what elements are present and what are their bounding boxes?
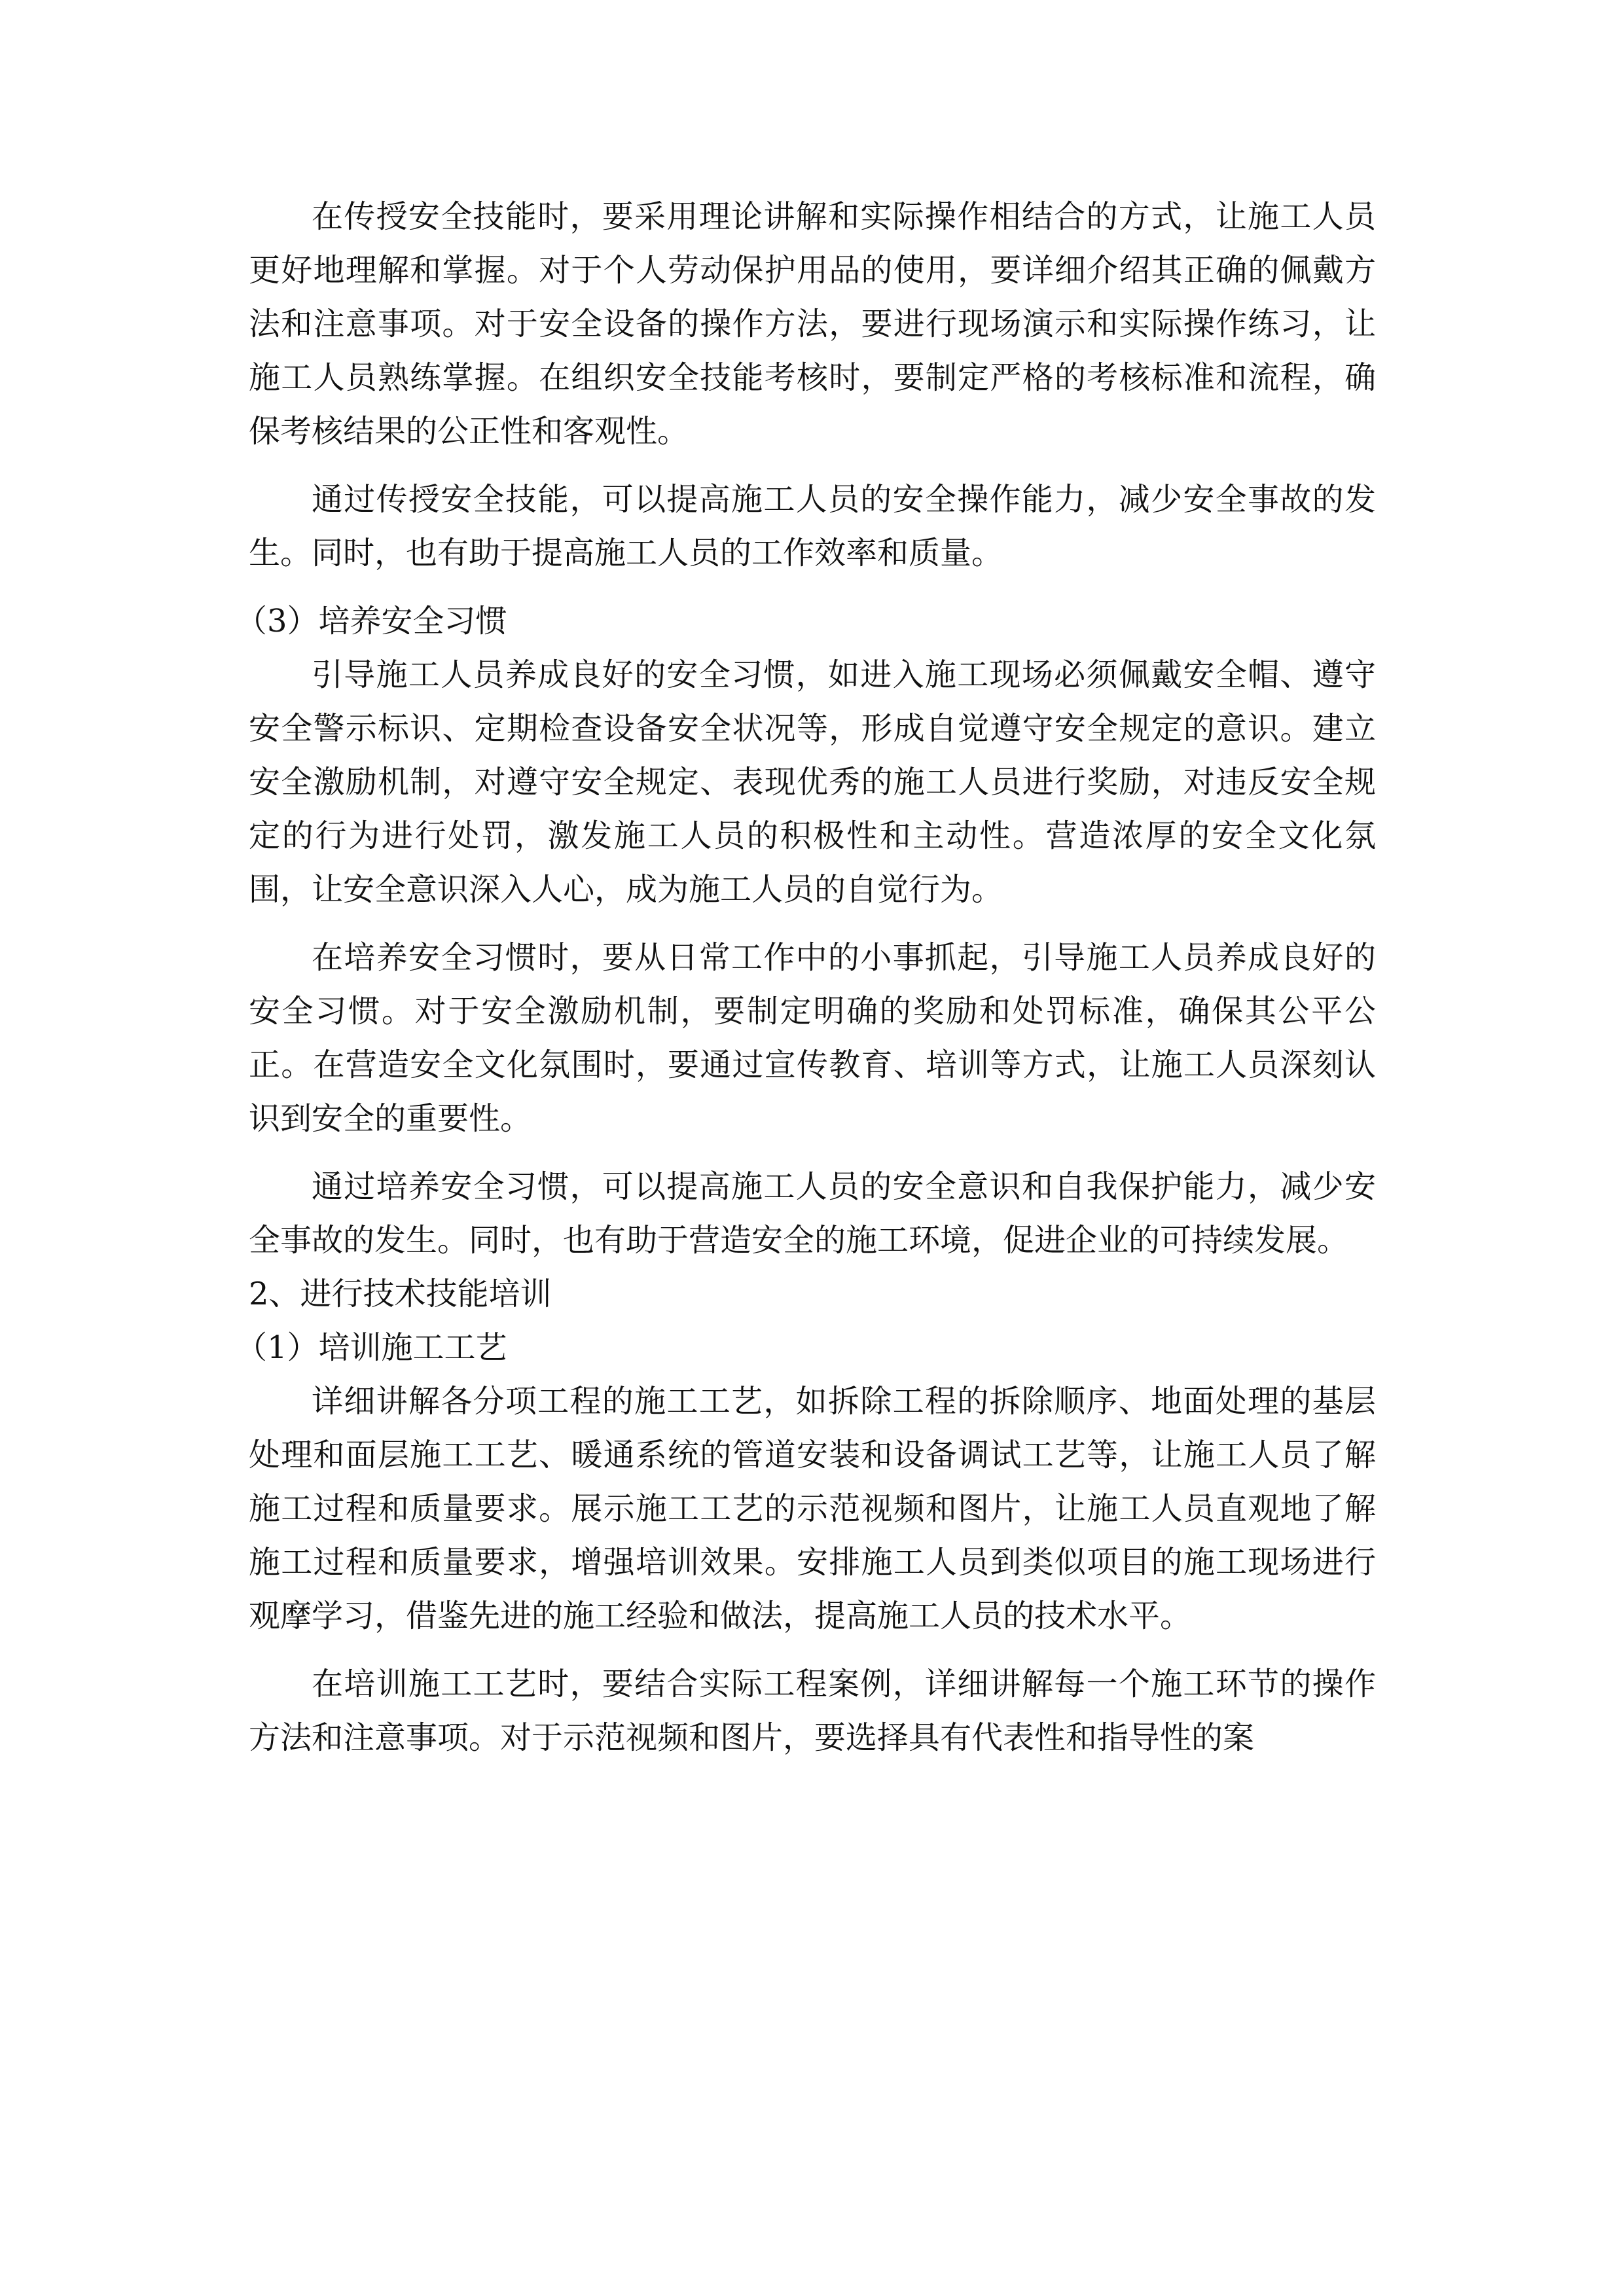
paragraph-safety-skills-method: 在传授安全技能时，要采用理论讲解和实际操作相结合的方式，让施工人员更好地理解和掌握。对于个人劳动保护用品的使用，要详细介绍其正确的佩戴方法和注意事项。对于安全设备的操作方法，要进行现场演示和实际操作练习，让施工人员熟练掌握。在组织安全技能考核时，要制定严格的考核标准和流程，确保考核结果的公正性和客观性。 [249,198,1376,450]
paragraph-safety-habits-guidance: 引导施工人员养成良好的安全习惯，如进入施工现场必须佩戴安全帽、遵守安全警示标识、定期检查设备安全状况等，形成自觉遵守安全规定的意识。建立安全激励机制，对遵守安全规定、表现优秀的施工人员进行奖励，对违反安全规定的行为进行处罚，激发施工人员的积极性和主动性。营造浓厚的安全文化氛围，让安全意识深入人心，成为施工人员的自觉行为。 [249,656,1376,908]
paragraph-safety-habits-benefit: 通过培养安全习惯，可以提高施工人员的安全意识和自我保护能力，减少安全事故的发生。同时，也有助于营造安全的施工环境，促进企业的可持续发展。 [249,1168,1376,1259]
subheading-safety-habits: （3）培养安全习惯 [236,603,507,639]
paragraph-safety-skills-benefit: 通过传授安全技能，可以提高施工人员的安全操作能力，减少安全事故的发生。同时，也有助于提高施工人员的工作效率和质量。 [249,481,1376,571]
paragraph-safety-habits-method: 在培养安全习惯时，要从日常工作中的小事抓起，引导施工人员养成良好的安全习惯。对于安全激励机制，要制定明确的奖励和处罚标准，确保其公平公正。在营造安全文化氛围时，要通过宣传教育、培训等方式，让施工人员深刻认识到安全的重要性。 [249,939,1376,1137]
paragraph-construction-process-method: 在培训施工工艺时，要结合实际工程案例，详细讲解每一个施工环节的操作方法和注意事项。对于示范视频和图片，要选择具有代表性和指导性的案 [249,1666,1376,1756]
heading-technical-training: 2、进行技术技能培训 [249,1276,552,1312]
subheading-construction-process: （1）培训施工工艺 [236,1329,507,1366]
document-body [236,190,1376,1765]
paragraph-construction-process-details: 详细讲解各分项工程的施工工艺，如拆除工程的拆除顺序、地面处理的基层处理和面层施工工艺、暖通系统的管道安装和设备调试工艺等，让施工人员了解施工过程和质量要求。展示施工工艺的示范视频和图片，让施工人员直观地了解施工过程和质量要求，增强培训效果。安排施工人员到类似项目的施工现场进行观摩学习，借鉴先进的施工经验和做法，提高施工人员的技术水平。 [249,1383,1376,1634]
